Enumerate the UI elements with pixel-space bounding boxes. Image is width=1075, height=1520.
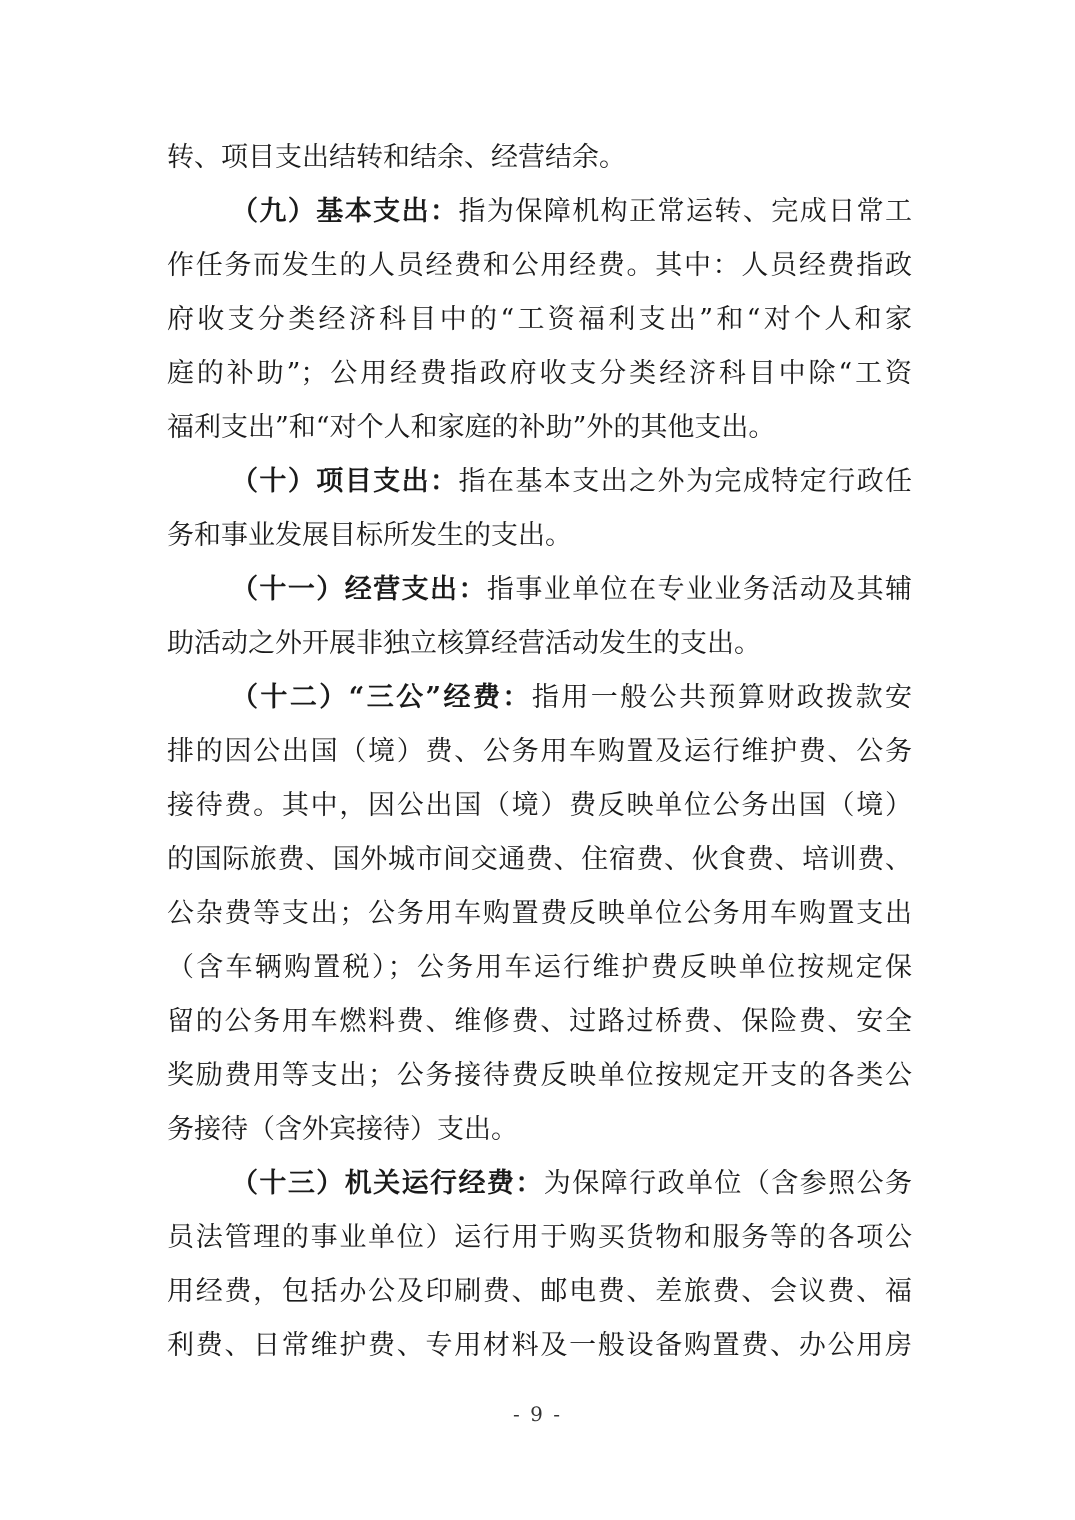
paragraph-heading: （十一）经营支出： [231,574,487,605]
text-line [167,347,912,401]
text-segment: 利费、日常维护费、专用材料及一般设备购置费、办公用房 [167,1330,912,1361]
text-line [167,941,912,995]
paragraph-heading: （十）项目支出： [231,466,459,497]
text-segment: 的国际旅费、国外城市间交通费、住宿费、伙食费、培训费、 [167,844,912,875]
text-line [167,1049,912,1103]
text-line [167,401,912,455]
text-line [167,833,912,887]
text-segment: 指为保障机构正常运转、完成日常工 [458,196,912,227]
text-line [167,1157,912,1211]
paragraph-heading: （十二）“三公”经费： [231,682,532,713]
text-line [167,131,912,185]
text-segment: 转、项目支出结转和结余、经营结余。 [167,142,626,173]
text-segment: 用经费，包括办公及印刷费、邮电费、差旅费、会议费、福 [167,1276,912,1307]
text-line [167,455,912,509]
text-line [167,185,912,239]
text-line [167,779,912,833]
text-segment: 为保障行政单位（含参照公务 [543,1168,912,1199]
text-segment: 福利支出”和“对个人和家庭的补助”外的其他支出。 [167,412,776,443]
text-segment: 务和事业发展目标所发生的支出。 [167,520,572,551]
paragraph-heading: （九）基本支出： [231,196,459,227]
text-segment: （含车辆购置税）；公务用车运行维护费反映单位按规定保 [167,952,912,983]
page-number: - 9 - [513,1402,562,1426]
text-lines [167,131,912,1373]
text-segment: 排的因公出国（境）费、公务用车购置及运行维护费、公务 [167,736,912,767]
text-segment: 指用一般公共预算财政拨款安 [531,682,912,713]
text-segment: 务接待（含外宾接待）支出。 [167,1114,518,1145]
text-segment: 留的公务用车燃料费、维修费、过路过桥费、保险费、安全 [167,1006,912,1037]
text-line [167,239,912,293]
paragraph-heading: （十三）机关运行经费： [231,1168,544,1199]
text-segment: 作任务而发生的人员经费和公用经费。其中：人员经费指政 [167,250,912,281]
text-line [167,671,912,725]
text-line [167,1211,912,1265]
text-segment: 奖励费用等支出；公务接待费反映单位按规定开支的各类公 [167,1060,912,1091]
text-line [167,1103,912,1157]
text-segment: 庭的补助”；公用经费指政府收支分类经济科目中除“工资 [167,358,912,389]
text-line [167,293,912,347]
text-line [167,509,912,563]
text-segment: 指在基本支出之外为完成特定行政任 [458,466,912,497]
text-segment: 接待费。其中，因公出国（境）费反映单位公务出国（境） [167,790,912,821]
text-segment: 助活动之外开展非独立核算经营活动发生的支出。 [167,628,761,659]
text-line [167,887,912,941]
text-line [167,995,912,1049]
text-segment: 指事业单位在专业业务活动及其辅 [486,574,912,605]
text-line [167,1319,912,1373]
text-line [167,725,912,779]
text-segment: 公杂费等支出；公务用车购置费反映单位公务用车购置支出 [167,898,912,929]
text-line [167,563,912,617]
text-line [167,1265,912,1319]
text-line [167,617,912,671]
text-segment: 府收支分类经济科目中的“工资福利支出”和“对个人和家 [167,304,912,335]
text-segment: 员法管理的事业单位）运行用于购买货物和服务等的各项公 [167,1222,912,1253]
